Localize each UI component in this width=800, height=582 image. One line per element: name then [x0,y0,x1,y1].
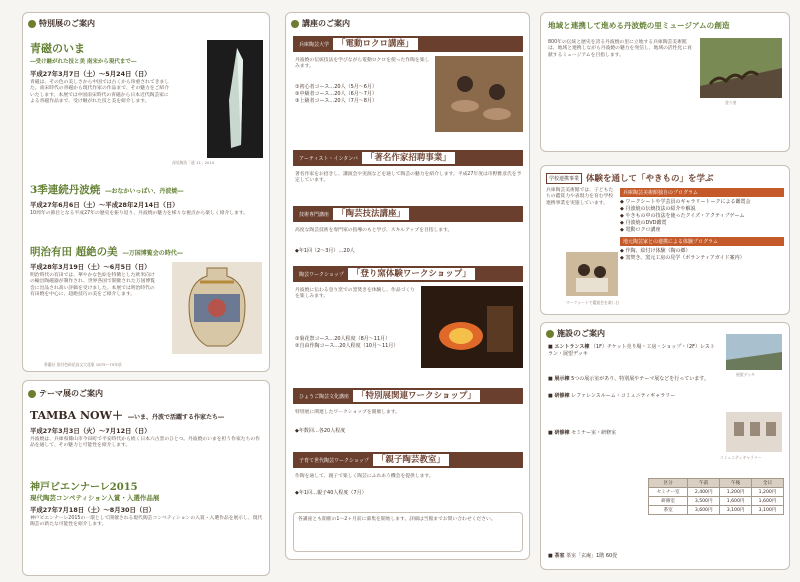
exhibition-2-body: 10周年の節目となる平成27年の歴史を振り返り、丹波焼の魅力を様々な視点から楽しく紹介します。 [30,211,249,216]
course-3-body: 高度な陶芸技術を専門家の指導のもと学び、スキルアップを目指します。 [295,228,453,233]
theme-2-date: 平成27年7月18日（土）〜8月30日（日） [30,506,156,514]
bullet-dot-icon [28,20,36,28]
lecture-note: 各講座とも開催の1〜2ヶ月前に募集を開始します。詳細は当館までお問い合わせください。 [293,512,523,552]
bullet-dot-icon [546,330,554,338]
course-5-body: 特別展に関連したワークショップを開催します。 [295,410,401,415]
exhibition-1 [30,40,210,106]
deck-caption: 展望デッキ [736,372,755,377]
education-body: 兵庫陶芸美術館では、子どもたちの鑑賞力や表現力を育む学校連携事業を実施しています。 [546,188,614,206]
course-6-body: 作陶を通して、親子で楽しく陶芸にふれあう機会を提供します。 [295,474,434,479]
course-5-items: ◆年数回…各20人程度 [295,428,346,434]
table-row: セミナー室 2,400円 1,200円 1,200円 [649,488,784,497]
theme-1 [30,404,264,450]
exhibition-2-subtitle: ―おなかいっぱい、丹波焼― [105,188,184,195]
kiln-fire-photo [421,286,523,368]
course-3-banner: 技術専門講座 「陶芸技法講座」 [293,206,523,222]
course-4-body: 丹波焼に伝わる登り窯での窯焚きを体験し、作品づくりを楽しみます。 [295,288,415,300]
theme-2 [30,478,264,529]
theme-exhibition-header: テーマ展のご案内 [28,388,103,399]
bullet-dot-icon [291,20,299,28]
theme-1-body: 丹波焼は、兵庫県篠山市今田町で平安時代から続く日本六古窯のひとつ。丹波焼のいまを担う作家たちの作品を通して、その魅力と可能性を紹介します。 [30,437,260,449]
workshop-photo [566,252,618,296]
exhibition-1-caption: 深見陶治「遙 11」2010 [172,160,215,165]
course-5-banner: ひょうご陶芸文化講座 「特別展関連ワークショップ」 [293,388,523,404]
gallery-photo [726,412,782,452]
table-row: 茶室 3,600円 3,100円 3,100円 [649,506,784,515]
exhibition-3-body: 明治時代の有田では、華やかな色絵を特徴とした欧米向けの輸出陶磁器が制作され、世界各国で開催された万国博覧会に出品され高い評価を受けました。本展では明治時代の有田焼を中心に、超絶技巧の美をご紹介します。 [30,273,156,298]
education-caption: ワークシートで鑑賞会を楽しむ [566,300,620,305]
theme-2-title: 神戸ビエンナーレ2015 [30,482,138,493]
exhibition-3-subtitle: ―万国博覧会の時代― [122,250,183,257]
education-programs: 兵庫陶芸美術館独自のプログラム ◆ ワークシートや学芸員のギャラリートークによる鑑賞会 ◆ 丹波焼の伝統技法の紹介や解説 ◆ やきもの中の技法を使ったクイズ・アクティブゲーム ◆ 丹波焼のDVD鑑賞 ◆ 電動ロクロ講座 地元陶芸家との連携による体験プログラム ◆ 作陶、絵付け体験（陶の郷） ◆ 窯焚き、窯元工房の見学（ボランティアガイド案内） [620,188,784,262]
facility-header: 施設のご案内 [546,328,605,339]
course-4-banner: 陶芸ワークショップ 「登り窯体験ワークショップ」 [293,266,523,282]
theme-2-body: 神戸ビエンナーレ2015の一環として開催される現代陶芸コンペティションの入賞・入選作品を展示し、現代陶芸の新たな可能性を紹介します。 [30,516,263,528]
right-panel [540,0,790,582]
museum-body: 800年の伝統と歴史を誇る丹波焼の里に立地する兵庫陶芸美術館は、地域と連携しながら丹波焼の魅力を発信し、地域の活性化に貢献するミュージアムを目指します。 [548,40,692,58]
facility-list: ■ エントランス棟 （1F）チケット売り場・工房・ショップ・（2F）レストラン・展望デッキ ■ 展示棟 5つの展示室があり、特別展やテーマ展などを行っています。 ■ 研修棟 レファレンスルーム・コミュニティギャラリー ■ 研修棟 セミナー室・研修室 [548,344,715,436]
theme-1-date: 平成27年3月3日（火）〜7月12日（日） [30,427,151,435]
celadon-sculpture-image [207,40,263,158]
gallery-caption: コミュニティギャラリー [720,455,762,460]
exhibition-1-body: 青磁は、その色の美しさから中国では古くから珍重されてきました。南宋時代の青磁から現代作家の作品まで、その魅力をご紹介いたします。本展では中国南宋時代の青磁から日本近代陶芸家による青磁作品まで、受け継がれた技と美を紹介します。 [30,80,170,105]
pottery-wheel-photo [435,56,523,132]
course-6-banner: 子育て世代陶芸ワークショップ 「親子陶芸教室」 [293,452,523,468]
climbing-kiln-photo [700,38,782,98]
course-3-items: ◆年1回（2〜3月）…20人 [295,248,355,254]
course-4-items: ①菊花祭コース…20人程度（8月〜11月） ②自由作陶コース…20人程度（10月〜11月） [295,336,399,350]
theme-2-subtitle: 現代陶芸コンペティション入賞・入選作品展 [30,494,160,502]
exhibition-2-title: 3季連続丹波焼 [30,184,101,196]
exhibition-3-caption: 香蘭社 染付色絵花鳥文大花瓶 1875〜79年頃 [44,362,122,367]
exhibition-1-date: 平成27年3月7日（土）〜5月24日（日） [30,70,151,78]
bullet-dot-icon [28,390,36,398]
course-2-banner: アーティスト・インタンバ 「著名作家招聘事業」 [293,150,523,166]
middle-panel [285,0,530,582]
education-header: 学校連携事業 体験を通して「やきもの」を学ぶ [546,172,714,184]
arita-vase-image [172,262,262,354]
table-row: 研修室 3,500円 1,600円 1,600円 [649,497,784,506]
exhibition-2-date: 平成27年6月6日（土）〜平成28年2月14日（日） [30,201,179,209]
course-1-items: ①初心者コース…20人（5月〜6月） ②中級者コース…20人（6月〜7月） ③上級者コース…20人（7月〜8月） [295,84,377,105]
tea-room-line: ■ 茶室 茶室「玄庵」1階 60畳 [548,553,618,559]
deck-photo [726,334,782,370]
fee-table: 区分 午前 午後 全日 セミナー室 2,400円 1,200円 1,200円 研修室 3,500円 1,600円 1,600円 茶室 3,600円 3,100円 3,100円 [648,478,784,515]
exhibition-1-title: 青磁のいま [30,42,85,55]
exhibition-1-subtitle: ―受け継がれた技と美 南宋から現代まで― [30,59,137,65]
museum-caption: 登り窯 [725,100,737,105]
course-6-items: ◆年1回…親子40人程度（7月） [295,490,367,496]
museum-title: 地域と連携して進める丹波焼の里ミュージアムの創造 [548,21,730,30]
exhibition-2 [30,178,264,217]
course-1-banner: 兵庫陶芸大学 「電動ロクロ講座」 [293,36,523,52]
course-2-body: 著名作家をお招きし、講演会や実演などを通して陶芸の魅力を紹介します。平成27年度は市野雅彦氏を予定しています。 [295,172,522,184]
left-panel [22,0,270,582]
theme-1-subtitle: ―いま、丹波で活躍する作家たち― [128,414,225,421]
exhibition-3-title: 明治有田 超絶の美 [30,246,118,258]
exhibition-3-date: 平成28年3月19日（土）〜6月5日（日） [30,263,151,271]
special-exhibition-header: 特別展のご案内 [28,18,95,29]
lecture-header: 講座のご案内 [291,18,350,29]
theme-1-title: TAMBA NOW＋ [30,409,123,422]
course-1-body: 丹波焼の伝統技法を学びながら電動ロクロを使った作陶を楽しみます。 [295,58,430,70]
